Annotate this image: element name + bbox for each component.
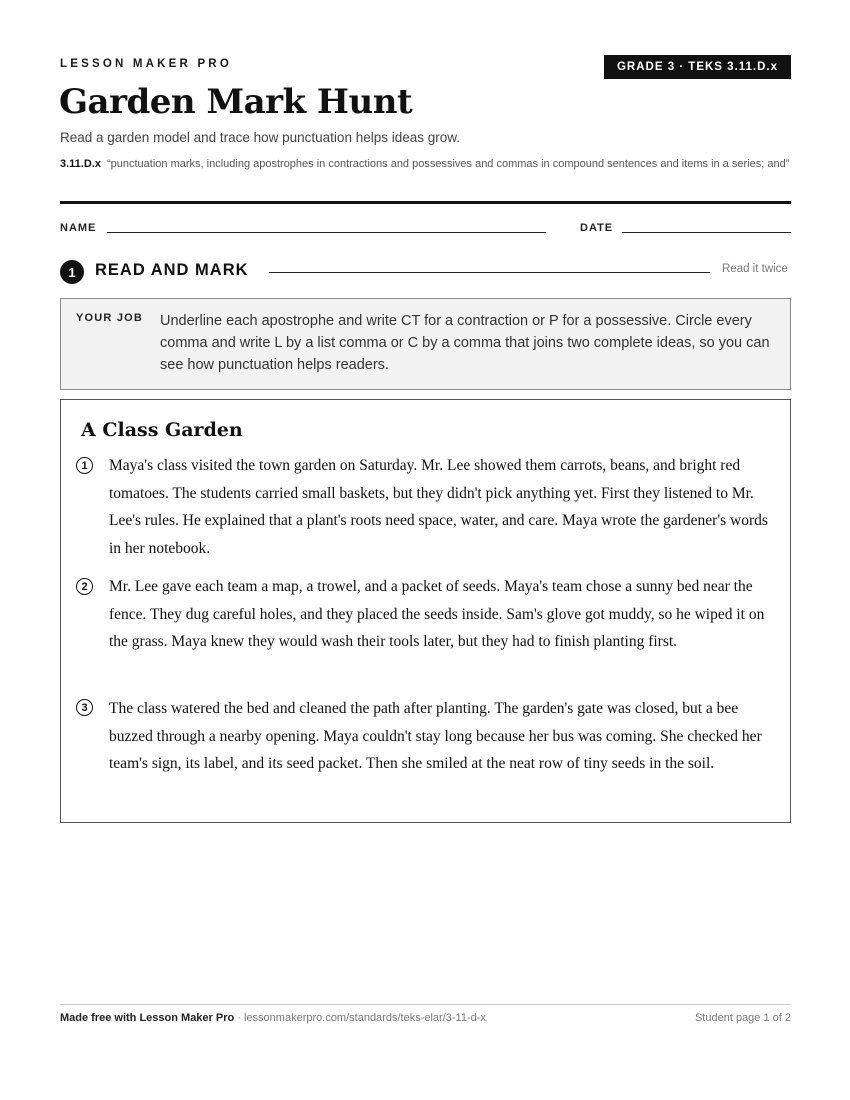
- footer-divider: [60, 1004, 791, 1005]
- date-field[interactable]: [622, 232, 791, 233]
- grade-badge: GRADE 3 · TEKS 3.11.D.x: [604, 55, 791, 79]
- footer-made-with: Made free with Lesson Maker Pro: [60, 1012, 235, 1024]
- footer-separator: ·: [234, 1012, 244, 1024]
- section-hint: Read it twice: [722, 263, 788, 275]
- standard-code: 3.11.D.x: [60, 158, 101, 170]
- footer-url-link[interactable]: lessonmakerpro.com/standards/teks-elar/3-11-d-x: [244, 1012, 486, 1024]
- page-title: Garden Mark Hunt: [59, 82, 413, 122]
- footer-credit: [60, 1012, 486, 1024]
- header-divider: [60, 201, 791, 204]
- standard-description: [60, 156, 792, 173]
- section-divider: [269, 272, 710, 273]
- passage-title: A Class Garden: [81, 419, 243, 441]
- date-label: DATE: [580, 222, 614, 234]
- page-subtitle: Read a garden model and trace how punctuation helps ideas grow.: [60, 130, 461, 145]
- name-field[interactable]: [107, 232, 546, 233]
- paragraph-2: Mr. Lee gave each team a map, a trowel, and a packet of seeds. Maya's team chose a sunny bed near the fence. They dug careful holes, and they placed the seeds inside. Sam's glove got muddy, so he wiped it on the grass. Maya knew they would wash their tools later, but they had to finish planting first.: [109, 578, 765, 650]
- brand-name: LESSON MAKER PRO: [60, 58, 232, 70]
- name-label: NAME: [60, 222, 97, 234]
- paragraph-3: The class watered the bed and cleaned the path after planting. The garden's gate was closed, but a bee buzzed through a nearby opening. Maya couldn't stay long because her bus was coming. She checked her team's sign, its label, and its seed packet. Then she smiled at the neat row of tiny seeds in the soil.: [109, 700, 762, 772]
- instructions-label: YOUR JOB: [76, 312, 144, 324]
- instructions-text: Underline each apostrophe and write CT for a contraction or P for a possessive. Circle every comma and write L by a list comma or C by a comma that joins two complete ideas, so you can see how punctuation helps readers.: [160, 313, 770, 373]
- paragraph-number-3: 3: [76, 699, 93, 716]
- section-number-badge: 1: [60, 260, 84, 284]
- standard-text: “punctuation marks, including apostrophes in contractions and possessives and commas in compound sentences and items in a series; and”: [106, 158, 790, 170]
- instructions-box: [60, 298, 791, 390]
- paragraph-number-2: 2: [76, 578, 93, 595]
- reading-passage: [60, 399, 791, 823]
- section-title: READ AND MARK: [95, 261, 249, 279]
- paragraph-number-1: 1: [76, 457, 93, 474]
- paragraph-1: Maya's class visited the town garden on Saturday. Mr. Lee showed them carrots, beans, and bright red tomatoes. The students carried small baskets, but they didn't pick anything yet. First they listened to Mr. Lee's rules. He explained that a plant's roots need space, water, and care. Maya wrote the gardener's words in her notebook.: [109, 457, 768, 557]
- page-number: Student page 1 of 2: [694, 1012, 791, 1024]
